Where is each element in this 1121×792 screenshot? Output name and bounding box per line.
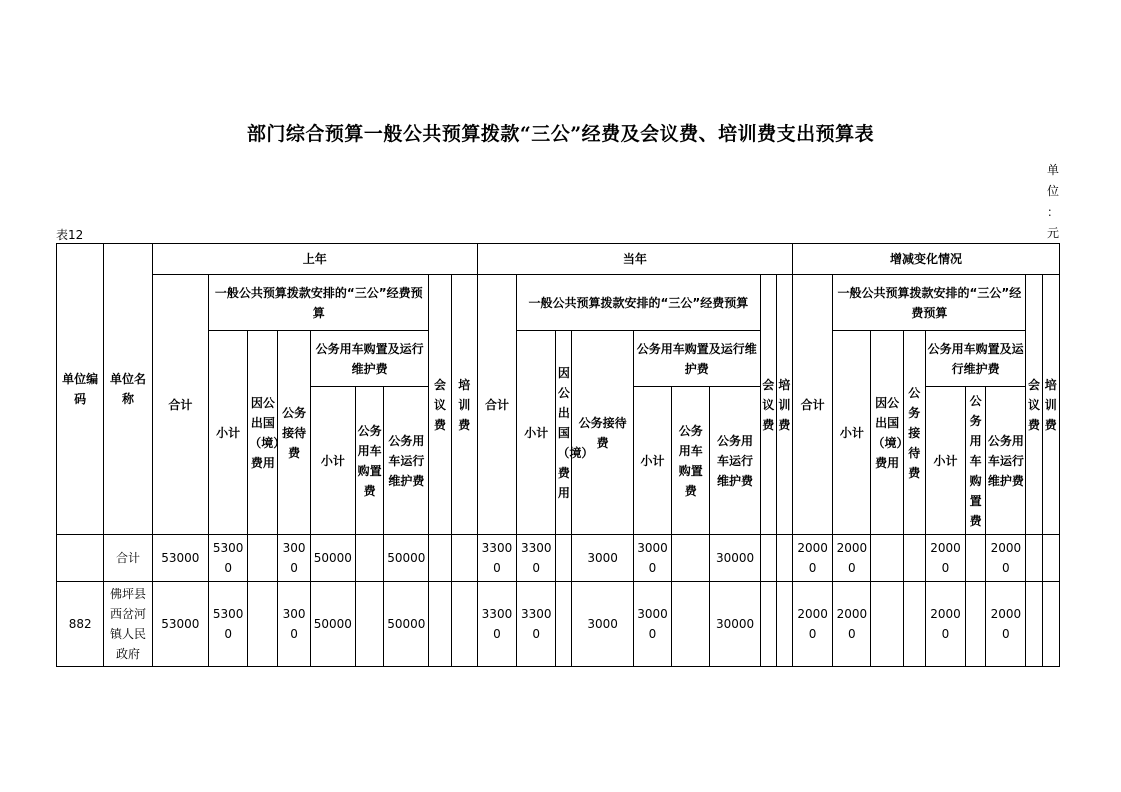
cell-value: 30000 — [633, 582, 671, 667]
header-change-training: 培训费 — [1042, 275, 1059, 535]
cell-value: 33000 — [517, 582, 556, 667]
cell-value — [672, 582, 710, 667]
header-prev-vehicle-operation: 公务用车运行维护费 — [384, 387, 429, 535]
cell-value: 30000 — [710, 582, 760, 667]
cell-value — [451, 535, 477, 582]
cell-value — [1042, 535, 1059, 582]
cell-value — [871, 582, 903, 667]
header-prev-vehicle-purchase: 公务用车购置费 — [356, 387, 384, 535]
header-unit-code: 单位编码 — [57, 244, 104, 535]
header-prev-reception: 公务接待费 — [278, 331, 310, 535]
cell-value — [248, 535, 278, 582]
cell-value: 33000 — [517, 535, 556, 582]
cell-value — [1026, 535, 1042, 582]
cell-value — [1026, 582, 1042, 667]
cell-value: 33000 — [477, 535, 516, 582]
cell-value — [903, 582, 925, 667]
cell-value: 50000 — [310, 582, 355, 667]
header-prev-vehicle-subtotal: 小计 — [310, 387, 355, 535]
header-curr-vehicle-purchase: 公务用车购置费 — [672, 387, 710, 535]
header-prev-meeting: 会议费 — [429, 275, 451, 535]
cell-value: 30000 — [633, 535, 671, 582]
table-number: 表12 — [56, 228, 84, 242]
header-curr-vehicle: 公务用车购置及运行维护费 — [633, 331, 760, 387]
header-change-total: 合计 — [792, 275, 832, 535]
cell-value: 20000 — [925, 582, 965, 667]
cell-value: 50000 — [384, 582, 429, 667]
header-curr-year: 当年 — [477, 244, 792, 275]
cell-value — [429, 582, 451, 667]
header-curr-vehicle-operation: 公务用车运行维护费 — [710, 387, 760, 535]
header-change-vehicle-operation: 公务用车运行维护费 — [986, 387, 1026, 535]
cell-value — [760, 535, 776, 582]
cell-value — [871, 535, 903, 582]
table-row — [57, 535, 1060, 582]
header-prev-subtotal: 小计 — [209, 331, 248, 535]
cell-value: 3000 — [278, 535, 310, 582]
header-prev-vehicle: 公务用车购置及运行维护费 — [310, 331, 429, 387]
cell-value: 20000 — [792, 535, 832, 582]
cell-value: 20000 — [925, 535, 965, 582]
header-change-vehicle-subtotal: 小计 — [925, 387, 965, 535]
header-change-vehicle-purchase: 公务用车购置费 — [966, 387, 986, 535]
cell-value: 53000 — [209, 582, 248, 667]
cell-value — [248, 582, 278, 667]
header-curr-vehicle-subtotal: 小计 — [633, 387, 671, 535]
cell-value — [672, 535, 710, 582]
header-prev-abroad: 因公出国（境）费用 — [248, 331, 278, 535]
header-prev-training: 培训费 — [451, 275, 477, 535]
cell-value: 30000 — [710, 535, 760, 582]
cell-unit-name: 合计 — [104, 535, 152, 582]
cell-value: 20000 — [986, 582, 1026, 667]
unit-label — [1046, 160, 1060, 244]
header-prev-year: 上年 — [152, 244, 477, 275]
cell-value: 20000 — [833, 535, 871, 582]
header-change-sangong: 一般公共预算拨款安排的“三公”经费预算 — [833, 275, 1026, 331]
header-curr-meeting: 会议费 — [760, 275, 776, 535]
cell-value: 33000 — [477, 582, 516, 667]
cell-value — [760, 582, 776, 667]
cell-value: 50000 — [310, 535, 355, 582]
cell-value — [776, 535, 792, 582]
header-change-subtotal: 小计 — [833, 331, 871, 535]
header-prev-sangong: 一般公共预算拨款安排的“三公”经费预算 — [209, 275, 429, 331]
cell-value: 20000 — [792, 582, 832, 667]
header-curr-abroad: 因公出国（境）费用 — [556, 331, 572, 535]
cell-unit-name: 佛坪县西岔河镇人民政府 — [104, 582, 152, 667]
cell-value: 3000 — [572, 582, 633, 667]
cell-value: 53000 — [209, 535, 248, 582]
header-curr-subtotal: 小计 — [517, 331, 556, 535]
cell-value: 53000 — [152, 582, 208, 667]
cell-value: 53000 — [152, 535, 208, 582]
header-prev-total: 合计 — [152, 275, 208, 535]
cell-value: 20000 — [833, 582, 871, 667]
header-change-abroad: 因公出国（境）费用 — [871, 331, 903, 535]
unit-label-text: 单 位 ： 元 — [1046, 163, 1059, 240]
cell-value — [356, 582, 384, 667]
cell-value: 3000 — [572, 535, 633, 582]
cell-value: 50000 — [384, 535, 429, 582]
header-curr-total: 合计 — [477, 275, 516, 535]
header-change-meeting: 会议费 — [1026, 275, 1042, 535]
header-change: 增减变化情况 — [792, 244, 1059, 275]
cell-value — [776, 582, 792, 667]
header-curr-training: 培训费 — [776, 275, 792, 535]
cell-value — [451, 582, 477, 667]
cell-unit-code — [57, 535, 104, 582]
header-change-reception: 公务接待费 — [903, 331, 925, 535]
page-title: 部门综合预算一般公共预算拨款“三公”经费及会议费、培训费支出预算表 — [246, 123, 875, 145]
cell-value — [556, 535, 572, 582]
cell-value — [556, 582, 572, 667]
cell-value — [356, 535, 384, 582]
header-unit-name: 单位名称 — [104, 244, 152, 535]
cell-value — [1042, 582, 1059, 667]
table-row — [57, 582, 1060, 667]
cell-value: 20000 — [986, 535, 1026, 582]
header-curr-sangong: 一般公共预算拨款安排的“三公”经费预算 — [517, 275, 761, 331]
cell-value — [903, 535, 925, 582]
cell-value — [429, 535, 451, 582]
cell-value — [966, 535, 986, 582]
cell-unit-code: 882 — [57, 582, 104, 667]
header-curr-reception: 公务接待费 — [572, 331, 633, 535]
cell-value — [966, 582, 986, 667]
budget-table — [56, 243, 1060, 667]
header-change-vehicle: 公务用车购置及运行维护费 — [925, 331, 1026, 387]
cell-value: 3000 — [278, 582, 310, 667]
